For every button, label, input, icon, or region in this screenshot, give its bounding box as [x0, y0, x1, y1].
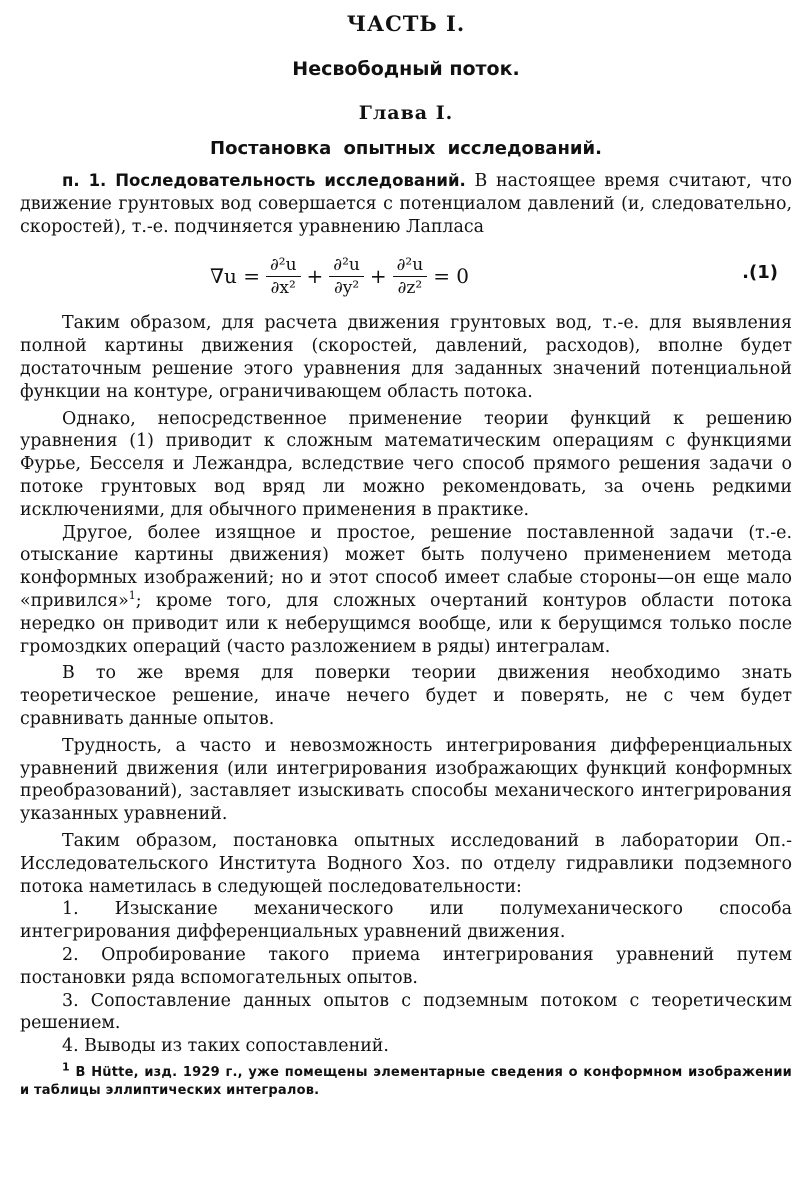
paragraph-heading: п. 1. Последовательность исследований. — [62, 171, 466, 190]
fraction-y-numerator: ∂²u — [329, 255, 364, 277]
paragraph-7: Таким образом, постановка опытных исследований в лаборатории Оп.-Исследовательского Института Водного Хоз. по отделу гидравлики подземного потока наметилась в следующей последовательности: — [20, 830, 792, 897]
fraction-x-denominator: ∂x² — [270, 277, 296, 298]
fraction-y-denominator: ∂y² — [333, 277, 360, 298]
plus-sign: + — [369, 263, 387, 288]
paragraph-6: Трудность, а часто и невозможность интегрирования дифференциальных уравнений движения (или интегрирования изображающих функций конформных преобразований), заставляет изыскивать способы механического интегрирования указанных уравнений. — [20, 735, 792, 825]
fraction-y — [329, 255, 364, 298]
plus-sign: + — [306, 263, 324, 288]
footnote-reference: 1 — [128, 589, 136, 603]
paragraph-5: В то же время для поверки теории движения необходимо знать теоретическое решение, иначе нечего будет и поверять, не с чем будет сравнивать данные опытов. — [20, 663, 792, 729]
chapter-title: Глава I. — [358, 102, 454, 124]
list-item-4: 4. Выводы из таких сопоставлений. — [62, 1036, 389, 1057]
equation-number: .(1) — [742, 262, 778, 284]
equation-body — [210, 244, 469, 308]
list-item-2: 2. Опробирование такого приема интегрирования уравнений путем постановки ряда вспомогательных опытов. — [20, 944, 792, 988]
chapter-subtitle: Постановка опытных исследований. — [210, 138, 602, 159]
section-title: Несвободный поток. — [292, 58, 520, 80]
fraction-z-denominator: ∂z² — [397, 277, 423, 298]
paragraph-2: Таким образом, для расчета движения грунтовых вод, т.-е. для выявления полной картины движения (скоростей, давлений, расходов), вполне будет достаточным решение этого уравнения для заданных значений потенциальной функции на контуре, ограничивающем область потока. — [20, 313, 792, 402]
part-title: ЧАСТЬ I. — [346, 11, 466, 36]
equation-lhs: ∇u = — [210, 263, 260, 288]
paragraph-1-text: В настоящее время считают, что движение грунтовых вод совершается с потенциалом давлений (и, следовательно, скоростей), т.-е. подчиняется уравнению Лапласа — [20, 171, 792, 237]
list-item-1: 1. Изыскание механического или полумеханического способа интегрирования дифференциальных уравнений движения. — [20, 899, 792, 943]
fraction-z-numerator: ∂²u — [393, 255, 428, 277]
footnote-mark: 1 — [62, 1060, 70, 1074]
fraction-x-numerator: ∂²u — [266, 255, 301, 277]
paragraph-1 — [20, 170, 792, 238]
paragraph-4-text-a: Другое, более изящное и простое, решение поставленной задачи (т.-е. отыскание картины движения) может быть получено применением метода конформных изображений; но и этот способ имеет слабые стороны—он еще мало «привился» — [20, 522, 792, 611]
paragraph-4 — [20, 522, 792, 659]
fraction-z — [393, 255, 428, 298]
body-text — [20, 170, 792, 1058]
footnote — [20, 1060, 792, 1100]
fraction-x — [266, 255, 301, 298]
paragraph-4-text-b: ; кроме того, для сложных очертаний контуров области потока нередко он приводит или к неберущимся вообще, или к берущимся только после громоздких операций (часто разложением в ряды) интегралам. — [20, 590, 792, 657]
equation-rhs: = 0 — [433, 263, 470, 288]
paragraph-3: Однако, непосредственное применение теории функций к решению уравнения (1) приводит к сложным математическим операциям с функциями Фурье, Бесселя и Лежандра, вследствие чего способ прямого решения задачи о потоке грунтовых вод вряд ли можно рекомендовать, за очень редкими исключениями, для обычного применения в практике. — [20, 408, 792, 520]
list-item-3: 3. Сопоставление данных опытов с подземным потоком с теоретическим решением. — [20, 990, 792, 1034]
footnote-text: В Hütte, изд. 1929 г., уже помещены элементарные сведения о конформном изображении и таблицы эллиптических интегралов. — [20, 1064, 792, 1098]
laplace-equation — [20, 244, 792, 308]
